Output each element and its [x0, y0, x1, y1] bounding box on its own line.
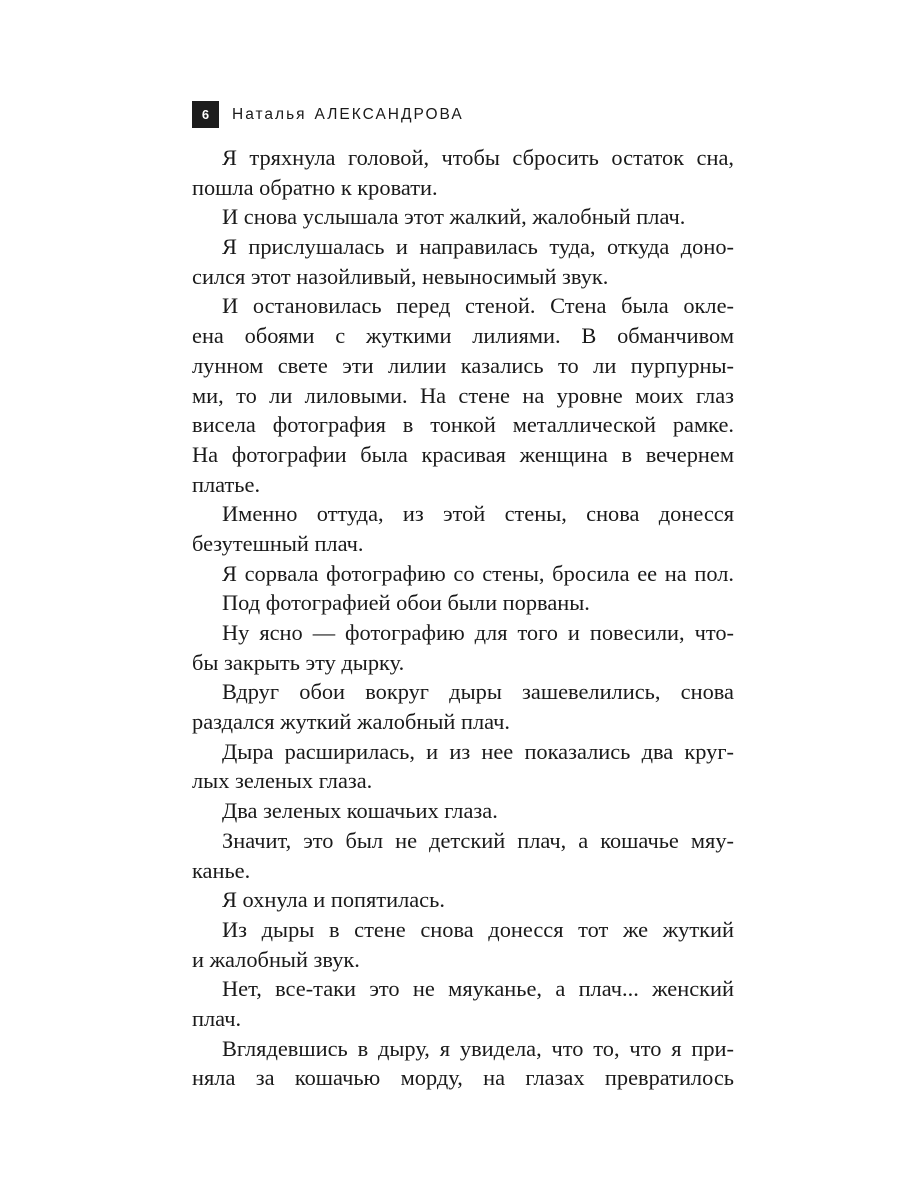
author-family-name: АЛЕКСАНДРОВА: [314, 105, 464, 123]
text-line: лых зеленых глаза.: [192, 768, 373, 794]
text-line: раздался жуткий жалобный плач.: [192, 709, 511, 735]
text-line: и жалобный звук.: [192, 946, 360, 972]
text-line: ми, то ли лиловыми. На стене на уровне моих глаз: [192, 382, 734, 408]
text-line: пошла обратно к кровати.: [192, 174, 438, 200]
author-given-name: Наталья: [232, 105, 307, 123]
text-line: канье.: [192, 857, 251, 883]
text-line: На фотографии была красивая женщина в вечернем: [192, 441, 734, 467]
text-line: Под фотографией обои были порваны.: [222, 590, 590, 616]
author-name: [232, 106, 464, 124]
text-line: платье.: [192, 471, 261, 497]
text-line: Вглядевшись в дыру, я увидела, что то, что я при-: [222, 1035, 734, 1061]
text-line: Значит, это был не детский плач, а кошачье мяу-: [222, 827, 734, 853]
text-line: Ну ясно — фотографию для того и повесили, что-: [222, 620, 734, 645]
text-line: Дыра расширилась, и из нее показались два круг-: [222, 738, 734, 764]
text-line: няла за кошачью морду, на глазах превратилось: [192, 1065, 734, 1091]
text-line: Я сорвала фотографию со стены, бросила ее на пол.: [222, 560, 734, 586]
text-line: И остановилась перед стеной. Стена была окле-: [222, 293, 734, 319]
text-line: Я тряхнула головой, чтобы сбросить остаток сна,: [222, 145, 734, 170]
text-line: плач.: [192, 1005, 242, 1031]
text-line: Я прислушалась и направилась туда, откуда доно-: [222, 234, 734, 260]
text-line: висела фотография в тонкой металлической рамке.: [192, 412, 734, 438]
text-line: Именно оттуда, из этой стены, снова донесся: [222, 501, 734, 527]
running-head: [192, 101, 464, 128]
body-text: [192, 143, 734, 1093]
text-line: сился этот назойливый, невыносимый звук.: [192, 263, 609, 289]
text-line: бы закрыть эту дырку.: [192, 649, 405, 675]
text-line: лунном свете эти лилии казались то ли пурпурны-: [192, 352, 734, 378]
page-number: 6: [192, 101, 219, 128]
text-line: Из дыры в стене снова донесся тот же жуткий: [222, 916, 734, 942]
text-line: безутешный плач.: [192, 530, 364, 556]
text-line: И снова услышала этот жалкий, жалобный плач.: [222, 204, 686, 230]
text-line: Вдруг обои вокруг дыры зашевелились, снова: [222, 679, 734, 705]
text-line: ена обоями с жуткими лилиями. В обманчивом: [192, 323, 734, 349]
text-line: Нет, все-таки это не мяуканье, а плач... женский: [222, 976, 734, 1002]
text-line: Два зеленых кошачьих глаза.: [222, 798, 498, 824]
text-line: Я охнула и попятилась.: [222, 887, 445, 913]
